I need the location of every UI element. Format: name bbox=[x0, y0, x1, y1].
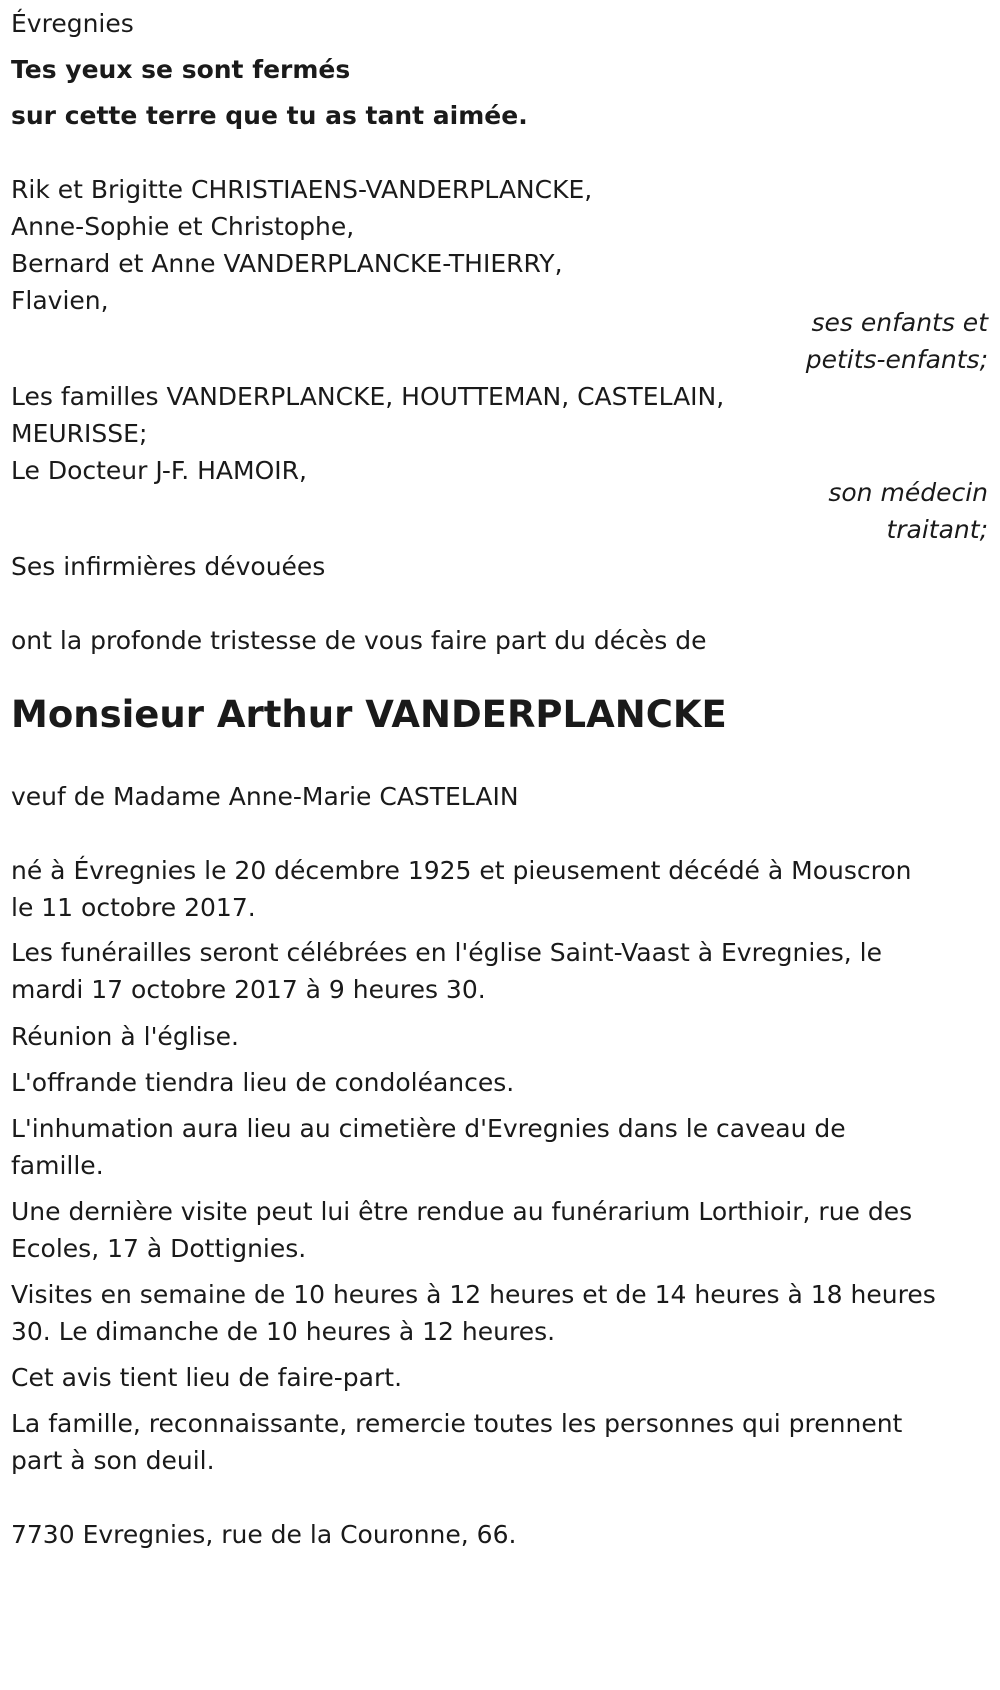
families-line-2: MEURISSE; bbox=[11, 419, 148, 448]
thanks-line-2: part à son deuil. bbox=[11, 1446, 215, 1475]
announcement-line: ont la profonde tristesse de vous faire part du décès de bbox=[11, 626, 707, 655]
hours-line-1: Visites en semaine de 10 heures à 12 heures et de 14 heures à 18 heures bbox=[11, 1280, 936, 1309]
funeral-line-1: Les funérailles seront célébrées en l'église Saint-Vaast à Evregnies, le bbox=[11, 938, 882, 967]
visit-line-2: Ecoles, 17 à Dottignies. bbox=[11, 1234, 307, 1263]
location-heading: Évregnies bbox=[11, 9, 134, 38]
burial-line-2: famille. bbox=[11, 1151, 104, 1180]
widower-line: veuf de Madame Anne-Marie CASTELAIN bbox=[11, 782, 519, 811]
family-relation-line-1: ses enfants et bbox=[811, 308, 988, 337]
family-relation-line-2: petits-enfants; bbox=[805, 345, 988, 374]
deceased-name: Monsieur Arthur VANDERPLANCKE bbox=[11, 693, 727, 736]
family-line: Rik et Brigitte CHRISTIAENS-VANDERPLANCKE, bbox=[11, 175, 593, 204]
doctor-relation-line-2: traitant; bbox=[886, 515, 988, 544]
offering-line: L'offrande tiendra lieu de condoléances. bbox=[11, 1068, 515, 1097]
born-line-2: le 11 octobre 2017. bbox=[11, 893, 256, 922]
hours-line-2: 30. Le dimanche de 10 heures à 12 heures. bbox=[11, 1317, 556, 1346]
born-line-1: né à Évregnies le 20 décembre 1925 et pieusement décédé à Mouscron bbox=[11, 856, 912, 885]
visit-line-1: Une dernière visite peut lui être rendue au funérarium Lorthioir, rue des bbox=[11, 1197, 913, 1226]
family-line: Bernard et Anne VANDERPLANCKE-THIERRY, bbox=[11, 249, 563, 278]
family-line: Anne-Sophie et Christophe, bbox=[11, 212, 355, 241]
family-line: Flavien, bbox=[11, 286, 109, 315]
nurses-line: Ses infirmières dévouées bbox=[11, 552, 326, 581]
families-line-1: Les familles VANDERPLANCKE, HOUTTEMAN, CASTELAIN, bbox=[11, 382, 725, 411]
doctor-relation-line-1: son médecin bbox=[828, 478, 988, 507]
verse-line-1: Tes yeux se sont fermés bbox=[11, 55, 351, 84]
verse-line-2: sur cette terre que tu as tant aimée. bbox=[11, 101, 528, 130]
funeral-line-2: mardi 17 octobre 2017 à 9 heures 30. bbox=[11, 975, 486, 1004]
meeting-line: Réunion à l'église. bbox=[11, 1022, 239, 1051]
notice-line: Cet avis tient lieu de faire-part. bbox=[11, 1363, 403, 1392]
doctor-line: Le Docteur J-F. HAMOIR, bbox=[11, 456, 307, 485]
burial-line-1: L'inhumation aura lieu au cimetière d'Evregnies dans le caveau de bbox=[11, 1114, 846, 1143]
address-line: 7730 Evregnies, rue de la Couronne, 66. bbox=[11, 1520, 517, 1549]
thanks-line-1: La famille, reconnaissante, remercie toutes les personnes qui prennent bbox=[11, 1409, 903, 1438]
